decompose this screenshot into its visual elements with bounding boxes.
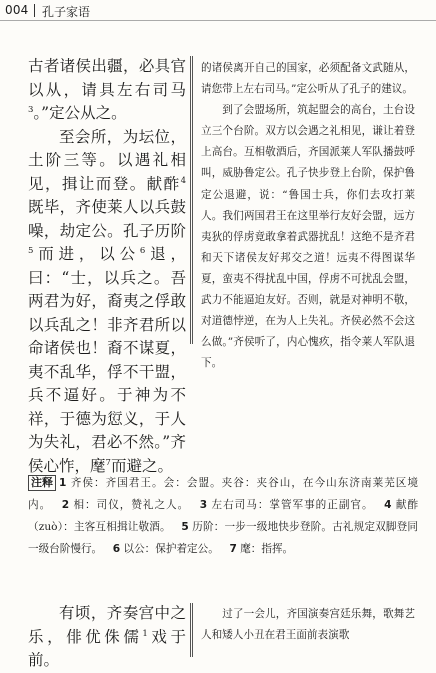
text-run: 既毕，齐使莱人以兵鼓噪，劫定公。孔子历阶 [28, 198, 186, 240]
text-run: 古者诸侯出疆，必具官以从，请具左右司马 [28, 57, 186, 99]
translation-paragraph: 到了会盟场所，筑起盟会的高台，土台设立三个台阶。双方以会遇之礼相见，谦让着登上高台。互相敬酒后，齐国派莱人军队播鼓呼叫，威胁鲁定公。孔子快步登上台阶，保护鲁定公退避，说：“鲁国士兵，你们去攻打莱人。我们两国君王在这里举行友好会盟，远方夷狄的俘虏竟敢拿着武器扰乱！这绝不是齐君和天下诸侯友好邦交之道！远夷不得图谋华夏，蛮夷不得扰乱中国，俘虏不可扰乱会盟，武力不能逼迫友好。否则，就是对神明不敬，对道德悖逆，在为人上失礼。齐侯必然不会这么做。”齐侯听了，内心愧疚，指令莱人军队退下。 [201, 104, 415, 370]
translation-paragraph: 过了一会儿，齐国演奏宫廷乐舞，歌舞艺人和矮人小丑在君王面前表演歌 [201, 608, 415, 642]
text-run: 而避之。 [110, 456, 173, 475]
footnote-marker: 4 [180, 175, 186, 186]
note-text: 相：司仪，赞礼之人。 [73, 499, 190, 512]
note-text: 历阶：一步一级地快步登阶。古礼规定双脚登同一级台阶慢行。 [28, 521, 419, 556]
note-number: 2 [61, 499, 70, 512]
original-paragraph [28, 602, 186, 673]
footnote-marker: 6 [139, 245, 146, 256]
note-number: 7 [229, 543, 237, 556]
header-rule [0, 20, 436, 21]
original-text-column-continued [28, 602, 186, 673]
column-divider [192, 603, 193, 657]
text-run: 退，曰：“士，以兵之。吾两君为好，裔夷之俘敢以兵乱之！非齐君所以命诸侯也！裔不谋夏，夷不乱华，俘不干盟，兵不逼好。于神为不祥，于德为愆义，于人为失礼，君必不然。”齐侯心怍，麾 [28, 245, 186, 475]
page-header [0, 0, 436, 22]
note-number: 5 [181, 521, 189, 534]
note-text: 左右司马：掌管军事的正副官。 [211, 499, 374, 512]
text-run: 至会所，为坛位，土阶三等。以遇礼相见，揖让而登。献酢 [28, 127, 186, 193]
translation-column [201, 58, 415, 374]
page-number: 004 [5, 3, 29, 17]
text-run: 而进，以公 [33, 245, 140, 263]
text-run: 戏于前。 [28, 627, 186, 669]
text-run: 有顷，齐奏宫中之乐，俳优侏儒 [28, 604, 186, 646]
header-divider [34, 4, 35, 17]
note-number: 6 [112, 543, 121, 556]
note-item [219, 543, 293, 555]
original-text-column [28, 55, 186, 478]
original-paragraph [28, 55, 186, 126]
notes-label: 注释 [28, 475, 56, 491]
footnote-marker: 7 [105, 457, 111, 468]
translation-column-continued [201, 604, 415, 646]
note-number: 4 [384, 499, 392, 512]
annotations [28, 472, 418, 560]
text-run: 。”定公从之。 [33, 104, 127, 122]
column-divider [192, 56, 193, 344]
note-text: 齐侯：齐国君王。会：会盟。夹谷：夹谷山，在今山东济南莱芜区境内。 [28, 477, 418, 512]
note-text: 麾：指挥。 [240, 543, 294, 556]
footnote-marker: 1 [142, 628, 148, 639]
column-divider [190, 56, 191, 344]
book-title: 孔子家语 [42, 5, 91, 19]
note-text: 以公：保护着定公。 [123, 543, 219, 556]
footnote-marker: 3 [28, 104, 34, 115]
note-item [102, 543, 219, 555]
footnote-marker: 5 [28, 245, 34, 256]
note-item [189, 499, 373, 511]
note-item [51, 499, 189, 511]
note-text: 献酢（zuò）：主客互相揖让敬酒。 [28, 499, 419, 534]
note-number: 3 [199, 499, 208, 512]
column-divider [190, 603, 191, 657]
note-number: 1 [59, 477, 67, 489]
original-paragraph [28, 126, 186, 479]
translation-paragraph: 的诸侯离开自己的国家，必须配备文武随从，请您带上左右司马。”定公听从了孔子的建议。 [201, 62, 415, 96]
